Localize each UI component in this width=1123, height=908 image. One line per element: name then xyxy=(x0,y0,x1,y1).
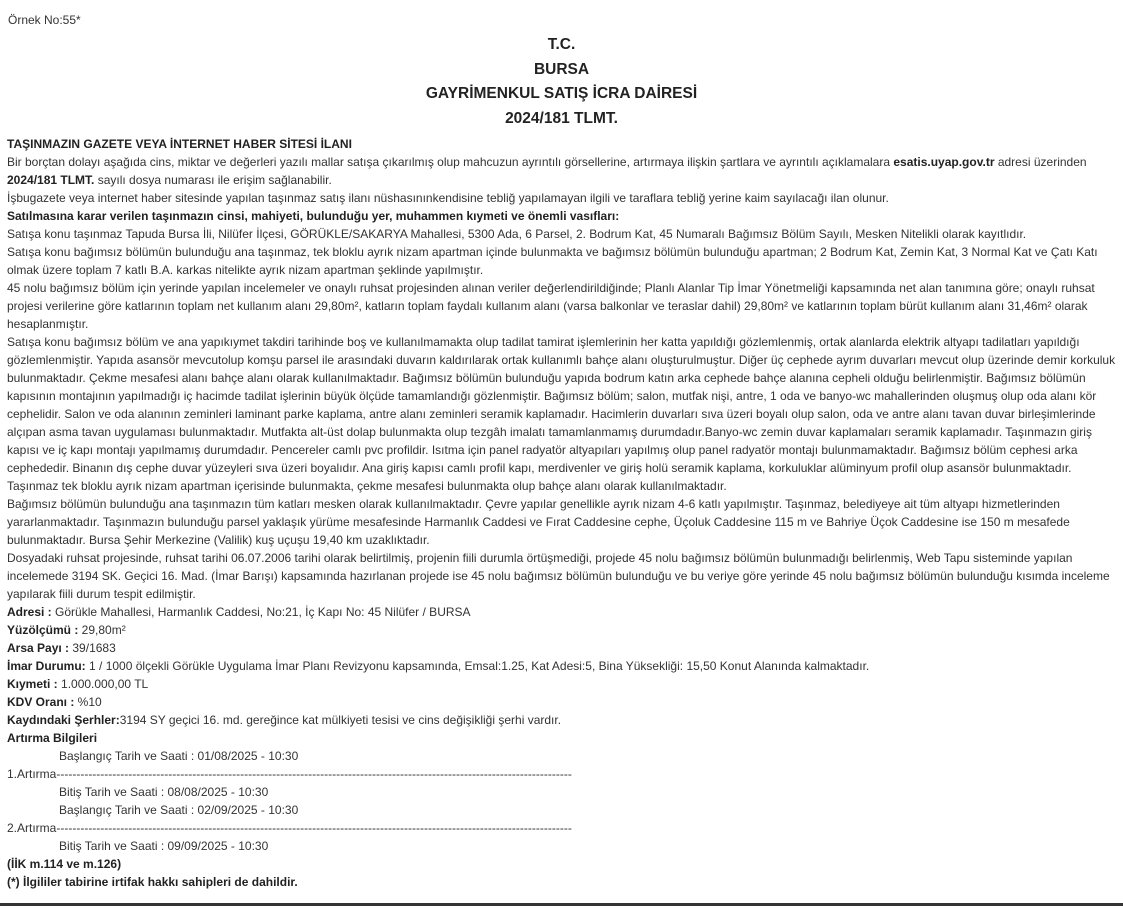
auction-1-label: 1.Artırma xyxy=(7,767,57,781)
section-title: Satılmasına karar verilen taşınmazın cinsi, mahiyeti, bulunduğu yer, muhammen kıymeti ve önemli vasıfları: xyxy=(7,209,620,223)
auction-title: Artırma Bilgileri xyxy=(7,731,98,745)
field-label: Kıymeti : xyxy=(7,677,58,691)
auction-1-row xyxy=(7,765,1117,783)
document-header xyxy=(0,33,1123,131)
field-value: 1 / 1000 ölçekli Görükle Uygulama İmar Planı Revizyonu kapsamında, Emsal:1.25, Kat Adesi:5, Bina Yüksekliği: 15,50 Konut Alanında kalmaktadır. xyxy=(85,659,870,673)
field-value: 1.000.000,00 TL xyxy=(57,677,149,691)
header-city: BURSA xyxy=(533,60,590,78)
field-value: 29,80m² xyxy=(78,623,126,637)
field-annotations xyxy=(7,711,1117,729)
intro-text-1: Bir borçtan dolayı aşağıda cins, miktar ve değerleri yazılı mallar satışa çıkarılmış olup mahcuzun ayrıntılı görsellerine, artırmaya ilişkin şartlara ve ayrıntılı açıklamalara xyxy=(7,155,894,169)
field-label: Arsa Payı : xyxy=(7,641,70,655)
auction-2-label: 2.Artırma xyxy=(7,821,57,835)
notice-line: İşbugazete veya internet haber sitesinde yapılan taşınmaz satış ilanı nüshasınınkendisine tebliğ yapılamayan ilgili ve taraflara tebliğ yerine kaim sayılacağı ilan olunur. xyxy=(7,191,889,205)
paragraph: Satışa konu bağımsız bölümün bulunduğu ana taşınmaz, tek bloklu ayrık nizam apartman içinde bulunmakta ve bağımsız bölümün bulunduğu apartman; 2 Bodrum Kat, Zemin Kat, 3 Normal Kat ve Çatı Katı olmak üzere toplam 7 katlı B.A. karkas nitelikte ayrık nizam apartman şeklinde yapılmıştır. xyxy=(7,245,1098,277)
example-number: Örnek No:55* xyxy=(8,13,81,27)
field-value: 39/1683 xyxy=(69,641,116,655)
field-label: Kaydındaki Şerhler: xyxy=(7,713,120,727)
field-label: KDV Oranı : xyxy=(7,695,75,709)
paragraph: 45 nolu bağımsız bölüm için yerinde yapılan incelemeler ve onaylı ruhsat projesinden alınan veriler değerlendirildiğinde; Planlı Alanlar Tip İmar Yönetmeliği kapsamında net alan tanımına göre; onaylı ruhsat projesi verilerine göre katlarının toplam net kullanım alanı 29,80m², katların toplam faydalı kullanım alanı (varsa balkonlar ve teraslar dahil) 29,80m² ve katlarının toplam bürüt kullanım alanı 31,46m² olarak hesaplanmıştır. xyxy=(7,281,1095,331)
auction-1-end: Bitiş Tarih ve Saati : 08/08/2025 - 10:30 xyxy=(59,785,269,799)
auction-2-row xyxy=(7,819,1117,837)
intro-text-2: adresi üzerinden xyxy=(994,155,1087,169)
paragraph: Satışa konu taşınmaz Tapuda Bursa İli, Nilüfer İlçesi, GÖRÜKLE/SAKARYA Mahallesi, 5300 Ada, 6 Parsel, 2. Bodrum Kat, 45 Numaralı Bağımsız Bölüm Sayılı, Mesken Nitelikli olarak kayıtlıdır. xyxy=(7,227,1027,241)
field-label: Adresi : xyxy=(7,605,52,619)
paragraph: Satışa konu bağımsız bölüm ve ana yapıkıymet takdiri tarihinde boş ve kullanılmamakta olup tadilat tamirat işlemlerinin her katta yapıldığı gözlemlenmiş, ortak alanlarda elektrik altyapı tadilatları yapıldığı gözlemlenmiştir. Yapıda asansör mevcutolup komşu parsel ile arasındaki duvarın kaldırılarak ortak kullanımlı bahçe alanı oluşturulmuştur. Diğer üç cephede ayrım duvarları mevcut olup üzerinde demir korkuluk bulunmaktadır. Çekme mesafesi alanı bahçe alanı olarak kullanılmaktadır. Bağımsız bölümün bulunduğu yapıda bodrum katın arka cephede bahçe alanına cepheli olduğu belirlenmiştir. Bağımsız bölümün kapısının montajının yapılmadığı iç hacimde tadilat işlerinin büyük ölçüde tamamlandığı gözlenmiştir. Bağımsız bölüm; salon, mutfak nişi, antre, 1 oda ve banyo-wc mahallerinden oluşmuş olup oda alanı kör cephelidir. Salon ve oda alanının zeminleri laminant parke kaplama, antre alanı zeminleri seramik kaplamadır. Hacimlerin duvarları sıva üzeri boyalı olup salon, oda ve antre alanı tavan duvar birleşimlerinde alçıpan asma tavan uygulaması bulunmaktadır. Mutfakta alt-üst dolap bulunmakta olup tezgâh imalatı tamamlanmamış durumdadır.Banyo-wc zemin duvar kaplamaları seramik kaplamadır. Taşınmazın giriş kapısı ve iç kapı montajı yapılmamış durumdadır. Pencereler camlı pvc profildir. Isıtma için panel radyatör altyapıları yapılmış olup panel radyatör montajı bulunmamaktadır. Bağımsız bölüm cephesi arka cephededir. Binanın dış cephe duvar yüzeyleri sıva üzeri boyalıdır. Ana giriş kapısı camlı profil kapı, merdivenler ve giriş holü seramik kaplama, korkuluklar alüminyum profil olup asansör bulunmaktadır. Taşınmaz tek bloklu ayrık nizam apartman içerisinde bulunmakta, çekme mesafesi bulunmakta olup bahçe alanı olarak kullanılmaktadır. xyxy=(7,335,1116,493)
field-address xyxy=(7,603,1117,621)
paragraph: Dosyadaki ruhsat projesinde, ruhsat tarihi 06.07.2006 tarihi olarak belirtilmiş, projenin fiili durumla örtüşmediği, projede 45 nolu bağımsız bölümün bulunmadığı belirlenmiş, Web Tapu sisteminde yapılan incelemede 3194 SK. Geçici 16. Mad. (İmar Barışı) kapsamında hazırlanan projede ise 45 nolu bağımsız bölümün bulunduğu ve bu veriye göre yerinde 45 nolu bağımsız bölümün bulunduğu kısımda inceleme yapılarak fiili durum tespit edilmiştir. xyxy=(7,551,1110,601)
intro-text-3: sayılı dosya numarası ile erişim sağlanabilir. xyxy=(94,173,332,187)
intro-file-number: 2024/181 TLMT. xyxy=(7,173,95,187)
announcement-body xyxy=(7,135,1117,891)
field-label: İmar Durumu: xyxy=(7,659,86,673)
header-tc: T.C. xyxy=(547,36,576,53)
header-file-number: 2024/181 TLMT. xyxy=(505,109,618,127)
dashed-divider: --------------------------------------------------------------------------------------------------------------------------------- xyxy=(56,821,572,835)
dashed-divider: --------------------------------------------------------------------------------------------------------------------------------- xyxy=(56,767,572,781)
intro-paragraph xyxy=(7,153,1117,189)
auction-2-start: Başlangıç Tarih ve Saati : 02/09/2025 - 10:30 xyxy=(59,803,299,817)
announcement-title: TAŞINMAZIN GAZETE VEYA İNTERNET HABER SİTESİ İLANI xyxy=(7,137,352,151)
field-value-amount xyxy=(7,675,1117,693)
field-value: %10 xyxy=(74,695,102,709)
law-reference: (İİK m.114 ve m.126) xyxy=(7,857,122,871)
field-land-share xyxy=(7,639,1117,657)
esatis-link[interactable]: esatis.uyap.gov.tr xyxy=(893,155,995,169)
field-label: Yüzölçümü : xyxy=(7,623,79,637)
bottom-rule xyxy=(0,903,1123,906)
header-office: GAYRİMENKUL SATIŞ İCRA DAİRESİ xyxy=(425,85,698,102)
field-zoning xyxy=(7,657,1117,675)
field-vat xyxy=(7,693,1117,711)
field-value: 3194 SY geçici 16. md. gereğince kat mülkiyeti tesisi ve cins değişikliği şerhi vardır. xyxy=(119,713,562,727)
footnote: (*) İlgililer tabirine irtifak hakkı sahipleri de dahildir. xyxy=(7,875,298,889)
paragraph: Bağımsız bölümün bulunduğu ana taşınmazın tüm katları mesken olarak kullanılmaktadır. Çevre yapılar genellikle ayrık nizam 4-6 katlı yapılmıştır. Taşınmaz, belediyeye ait tüm altyapı hizmetlerinden yararlanmaktadır. Taşınmazın bulunduğu parsel yaklaşık yürüme mesafesinde Harmanlık Caddesi ve Fırat Caddesine cephe, Üçoluk Caddesine 115 m ve Bahriye Üçok Caddesine ise 150 m mesafede bulunmaktadır. Bursa Şehir Merkezine (Valilik) kuş uçuşu 19,40 km uzaklıktadır. xyxy=(7,497,1070,547)
auction-1-start: Başlangıç Tarih ve Saati : 01/08/2025 - 10:30 xyxy=(59,749,299,763)
field-area xyxy=(7,621,1117,639)
auction-2-end: Bitiş Tarih ve Saati : 09/09/2025 - 10:30 xyxy=(59,839,269,853)
field-value: Görükle Mahallesi, Harmanlık Caddesi, No:21, İç Kapı No: 45 Nilüfer / BURSA xyxy=(51,605,471,619)
